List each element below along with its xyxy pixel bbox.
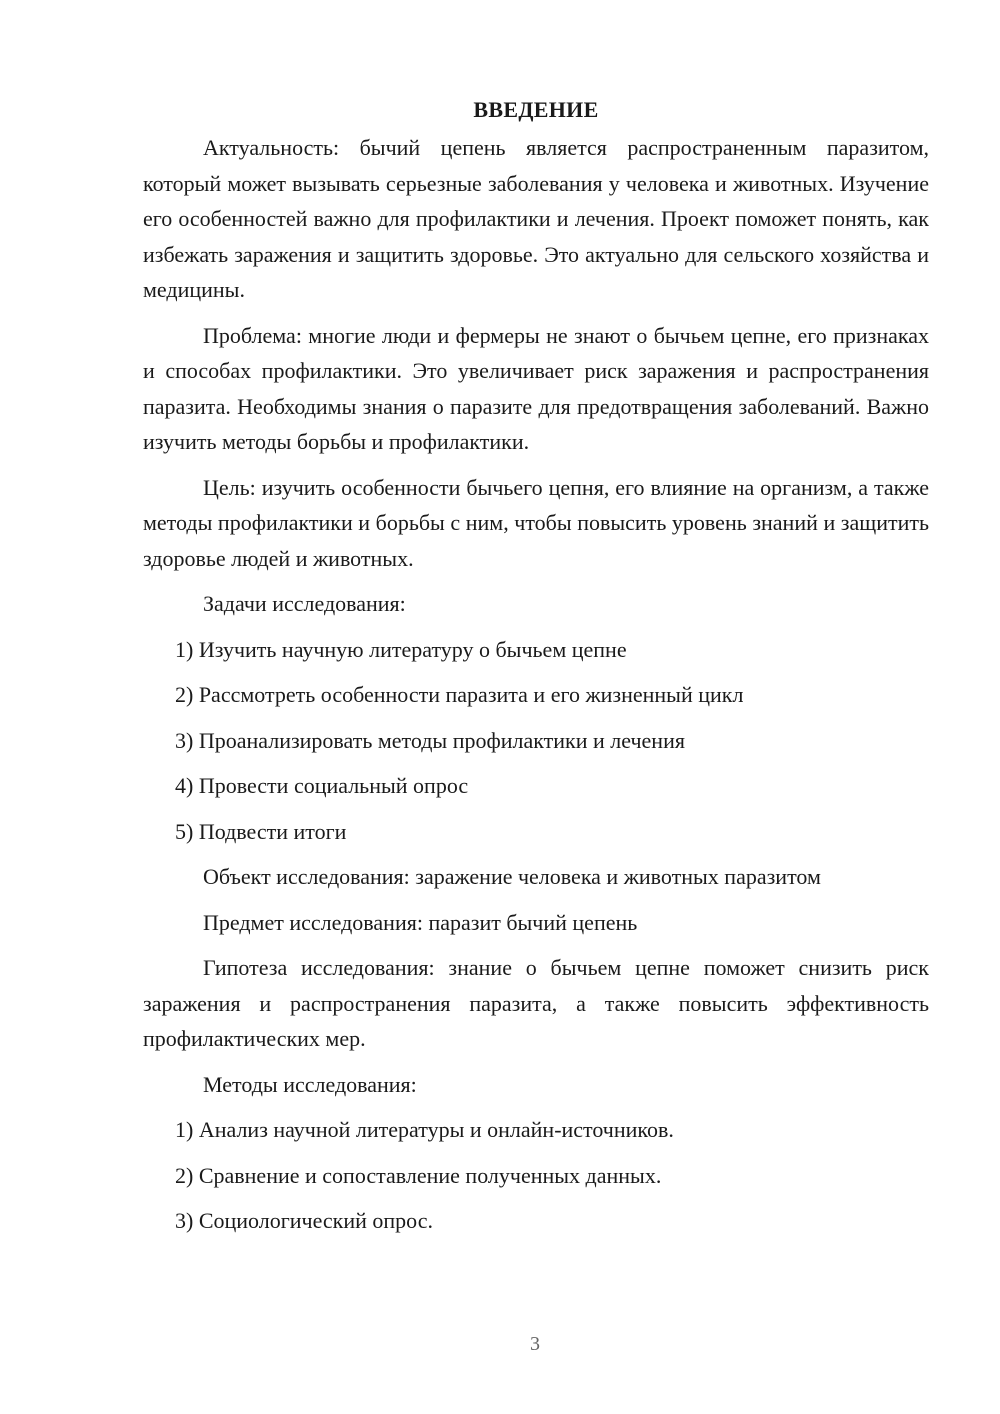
hypothesis-paragraph: Гипотеза исследования: знание о бычьем цепне поможет снизить риск заражения и распространения паразита, а также повысить эффективность профилактических мер.: [143, 955, 929, 1051]
methods-title: Методы исследования:: [203, 1071, 417, 1097]
document-page: [143, 92, 929, 1249]
relevance-paragraph: Актуальность: бычий цепень является распространенным паразитом, который может вызывать серьезные заболевания у человека и животных. Изучение его особенностей важно для профилактики и лечения. Проект поможет понять, как избежать заражения и защитить здоровье. Это актуально для сельского хозяйства и медицины.: [143, 135, 929, 302]
subject-line: Предмет исследования: паразит бычий цепень: [203, 909, 638, 935]
list-item: 3) Социологический опрос.: [175, 1208, 433, 1233]
list-item: 2) Сравнение и сопоставление полученных данных.: [175, 1162, 662, 1188]
goal-paragraph: Цель: изучить особенности бычьего цепня, его влияние на организм, а также методы профилактики и борьбы с ним, чтобы повысить уровень знаний и защитить здоровье людей и животных.: [143, 474, 929, 571]
methods-list: [143, 1112, 929, 1239]
tasks-list: [143, 632, 929, 850]
page-number: 3: [530, 1333, 540, 1355]
problem-paragraph: Проблема: многие люди и фермеры не знают о бычьем цепне, его признаках и способах профилактики. Это увеличивает риск заражения и распространения паразита. Необходимы знания о паразите для предотвращения заболеваний. Важно изучить методы борьбы и профилактики.: [143, 322, 929, 454]
tasks-title: Задачи исследования:: [203, 591, 406, 616]
list-item: 1) Изучить научную литературу о бычьем цепне: [175, 636, 627, 662]
object-line: Объект исследования: заражение человека и животных паразитом: [203, 864, 821, 889]
list-item: 3) Проанализировать методы профилактики и лечения: [175, 727, 685, 753]
list-item: 1) Анализ научной литературы и онлайн-источников.: [175, 1117, 674, 1142]
list-item: 5) Подвести итоги: [175, 818, 347, 844]
section-heading: ВВЕДЕНИЕ: [473, 97, 599, 122]
list-item: 2) Рассмотреть особенности паразита и его жизненный цикл: [175, 682, 744, 707]
list-item: 4) Провести социальный опрос: [175, 773, 469, 798]
